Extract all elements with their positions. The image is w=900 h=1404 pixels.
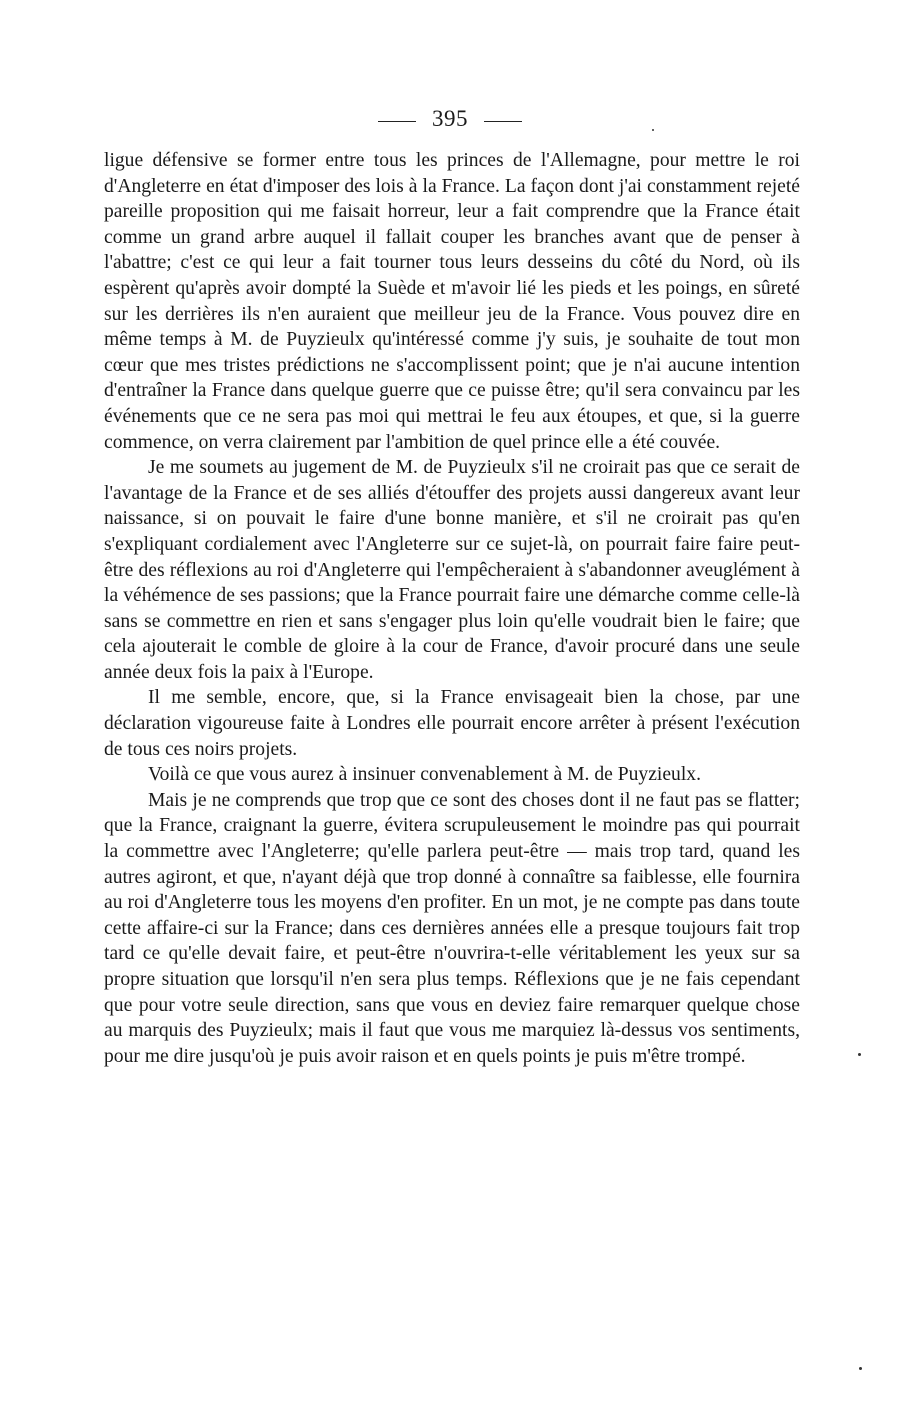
page-number: 395 [432,106,468,131]
paragraph: Je me soumets au jugement de M. de Puyzieulx s'il ne croirait pas que ce serait de l'avantage de la France et de ses alliés d'étouffer des projets aussi dangereux avant leur naissance, si on pouvait le faire d'une bonne manière, et s'il ne croirait pas qu'en s'expliquant cordialement avec l'Angleterre sur ce sujet-là, on pourrait faire faire peut-être des réflexions au roi d'Angleterre qui l'empêcheraient à s'abandonner aveuglément à la véhémence de ses passions; que la France pourrait faire une démarche comme celle-là sans se commettre en rien et sans s'engager plus loin qu'elle voudrait bien le faire; que cela ajouterait le comble de gloire à la cour de France, d'avoir procuré dans une seule année deux fois la paix à l'Europe. [104,457,800,683]
paragraph: Voilà ce que vous aurez à insinuer convenablement à M. de Puyzieulx. [148,764,701,786]
header-dash-left [378,121,416,122]
header-dash-right [484,121,522,122]
scan-speck [859,1367,862,1370]
paragraph: ligue défensive se former entre tous les princes de l'Allemagne, pour mettre le roi d'Angleterre en état d'imposer des lois à la France. La façon dont j'ai constamment rejeté pareille proposition qui me faisait horreur, leur a fait comprendre que la France était comme un grand arbre auquel il fallait couper les branches avant que de penser à l'abattre; c'est ce qui leur a fait tourner tous leurs desseins du côté du Nord, où ils espèrent qu'après avoir dompté la Suède et m'avoir lié les pieds et les poings, en sûreté sur les derrières ils n'en auraient que meilleur jeu de la France. Vous pouvez dire en même temps à M. de Puyzieulx qu'intéressé comme j'y suis, je souhaite de tout mon cœur que mes tristes prédictions ne s'accomplissent point; que je n'ai aucune intention d'entraîner la France dans quelque guerre que ce puisse être; qu'il sera convaincu par les événements que ce ne sera pas moi qui mettrai le feu aux étoupes, et que, si la guerre commence, on verra clairement par l'ambition de quel prince elle a été couvée. [104,150,800,453]
scan-speck [858,1053,861,1056]
paragraph: Mais je ne comprends que trop que ce sont des choses dont il ne faut pas se flatter; que la France, craignant la guerre, évitera scrupuleusement le moindre pas qui pourrait la commettre avec l'Angleterre; qu'elle parlera peut-être — mais trop tard, quand les autres agiront, et que, n'ayant déjà que trop donné à connaître sa faiblesse, elle fournira au roi d'Angleterre tous les moyens d'en profiter. En un mot, je ne compte pas dans toute cette affaire-ci sur la France; dans ces dernières années elle a presque toujours fait trop tard ce qu'elle devait faire, et peut-être n'ouvrira-t-elle véritablement les yeux sur sa propre situation que lorsqu'il n'en sera plus temps. Réflexions que je ne fais cependant que pour votre seule direction, sans que vous en deviez faire remarquer quelque chose au marquis des Puyzieulx; mais il faut que vous me marquiez là-dessus vos sentiments, pour me dire jusqu'où je puis avoir raison et en quels points je puis m'être trompé. [104,789,800,1067]
paragraph: Il me semble, encore, que, si la France envisageait bien la chose, par une déclaration vigoureuse faite à Londres elle pourrait encore arrêter à présent l'exécution de tous ces noirs projets. [104,687,800,760]
page-header [0,103,900,135]
scan-speck [652,129,654,131]
body-text [104,148,800,1069]
